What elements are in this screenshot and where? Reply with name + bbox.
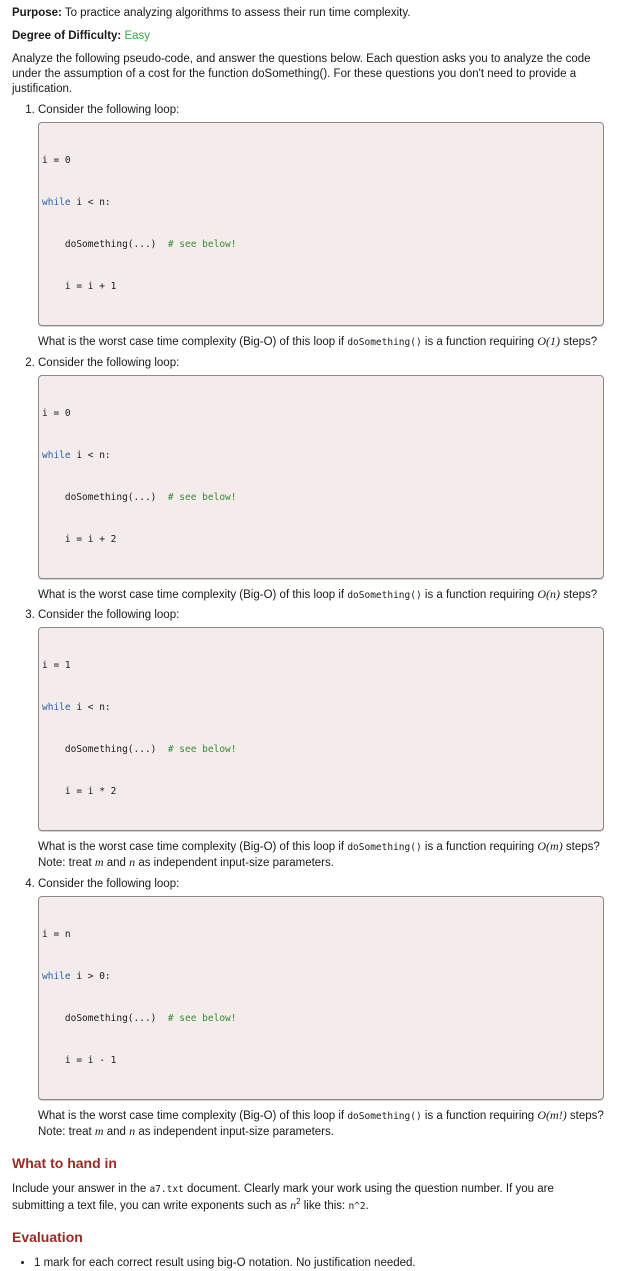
difficulty-label: Degree of Difficulty: [12, 29, 122, 42]
question-text-part: steps? [560, 588, 598, 601]
code-block [38, 627, 604, 831]
code-line: i = i - 1 [42, 1055, 117, 1067]
complexity-expression: O(n) [537, 586, 561, 601]
question-item [38, 103, 608, 350]
question-item [38, 356, 608, 603]
question-intro: 4. Consider the following loop: [38, 878, 180, 891]
question-text-part: steps? [560, 335, 598, 348]
evaluation-heading: Evaluation [12, 1228, 83, 1245]
intro-paragraph: Analyze the following pseudo-code, and answer the questions below. Each question asks you to analyze the code under the assumption of a cost for the function doSomething(). For these questions you don't need to provide a justification. [12, 52, 591, 95]
question-intro: 1. Consider the following loop: [38, 103, 180, 116]
handin-text-part: Include your answer in the [12, 1183, 150, 1196]
code-text: doSomething(...) [42, 744, 168, 756]
code-line [42, 701, 603, 715]
question-text [38, 334, 608, 350]
code-text: i > 0: [70, 971, 111, 983]
question-text [38, 1108, 608, 1140]
question-text-part: steps? Note: treat [38, 841, 600, 870]
function-name: doSomething() [347, 589, 422, 601]
purpose-line [12, 6, 608, 21]
code-line: i = n [42, 929, 71, 941]
code-line: i = 1 [42, 660, 71, 672]
question-text-part: What is the worst case time complexity (Big-O) of this loop if [38, 1110, 348, 1123]
question-text-part: What is the worst case time complexity (Big-O) of this loop if [38, 335, 348, 348]
purpose-text: To practice analyzing algorithms to assess their run time complexity. [64, 7, 411, 19]
question-text-part: is a function requiring [421, 335, 538, 348]
question-item [38, 608, 608, 871]
code-line [42, 238, 603, 252]
keyword: while [42, 449, 71, 461]
code-line [42, 1012, 603, 1026]
code-line: i = i * 2 [42, 786, 117, 798]
code-comment: # see below! [167, 744, 237, 756]
question-text-part: steps? Note: treat [38, 1110, 604, 1139]
function-name: doSomething() [347, 1111, 422, 1123]
math-variable: n [129, 1124, 136, 1139]
question-text-part: as independent input-size parameters. [135, 1126, 334, 1139]
purpose-label: Purpose: [12, 7, 62, 19]
code-line [42, 970, 603, 984]
code-comment: # see below! [167, 491, 237, 503]
math-variable: n [290, 1198, 297, 1213]
keyword: while [42, 196, 71, 208]
code-line [42, 196, 603, 210]
filename: a7.txt [149, 1184, 184, 1196]
handin-text [12, 1182, 608, 1214]
math-exponent: 2 [296, 1197, 301, 1207]
code-text: i < n: [70, 196, 111, 208]
keyword: while [42, 702, 71, 714]
evaluation-item: • 1 mark for each correct result using big-O notation. No justification needed. [34, 1256, 608, 1271]
code-line: i = i + 1 [42, 280, 117, 292]
question-intro: 3. Consider the following loop: [38, 609, 180, 622]
question-list [12, 103, 608, 1140]
code-block [38, 896, 604, 1100]
math-variable: m [94, 855, 104, 870]
code-line: i = 0 [42, 407, 71, 419]
handin-text-part: like this: [300, 1200, 349, 1213]
question-text-part: as independent input-size parameters. [135, 857, 334, 870]
code-line [42, 491, 603, 505]
keyword: while [42, 971, 71, 983]
question-text [38, 587, 608, 603]
question-text-part: What is the worst case time complexity (Big-O) of this loop if [38, 841, 348, 854]
function-name: doSomething() [347, 842, 422, 854]
code-comment: # see below! [167, 1013, 237, 1025]
complexity-expression: O(1) [537, 333, 561, 348]
math-variable: m [94, 1124, 104, 1139]
evaluation-list [12, 1256, 608, 1271]
code-block [38, 122, 604, 326]
question-item [38, 877, 608, 1140]
exponent-example: n^2 [348, 1201, 366, 1213]
question-text [38, 839, 608, 871]
code-line [42, 743, 603, 757]
code-line: i = 0 [42, 154, 71, 166]
question-text-part: is a function requiring [421, 1110, 538, 1123]
code-text: doSomething(...) [42, 1013, 168, 1025]
code-text: i < n: [70, 449, 111, 461]
complexity-expression: O(m!) [537, 1108, 567, 1123]
code-block [38, 375, 604, 579]
math-variable: n [129, 855, 136, 870]
question-text-part: and [103, 857, 130, 870]
code-text: doSomething(...) [42, 491, 168, 503]
question-text-part: and [103, 1126, 130, 1139]
function-name: doSomething() [347, 336, 422, 348]
question-text-part: is a function requiring [421, 588, 538, 601]
difficulty-line [12, 29, 608, 44]
code-line: i = i + 2 [42, 533, 117, 545]
complexity-expression: O(m) [537, 839, 563, 854]
question-text-part: is a function requiring [421, 841, 538, 854]
handin-text-part: document. Clearly mark your work using the question number. If you are submitting a text file, you can write exponents such as [12, 1183, 554, 1213]
code-text: i < n: [70, 702, 111, 714]
question-intro: 2. Consider the following loop: [38, 356, 180, 369]
code-line [42, 449, 603, 463]
handin-heading: What to hand in [12, 1155, 117, 1172]
code-text: doSomething(...) [42, 238, 168, 250]
question-text-part: What is the worst case time complexity (Big-O) of this loop if [38, 588, 348, 601]
code-comment: # see below! [167, 238, 237, 250]
handin-text-part: . [365, 1200, 369, 1213]
difficulty-value: Easy [124, 29, 151, 42]
